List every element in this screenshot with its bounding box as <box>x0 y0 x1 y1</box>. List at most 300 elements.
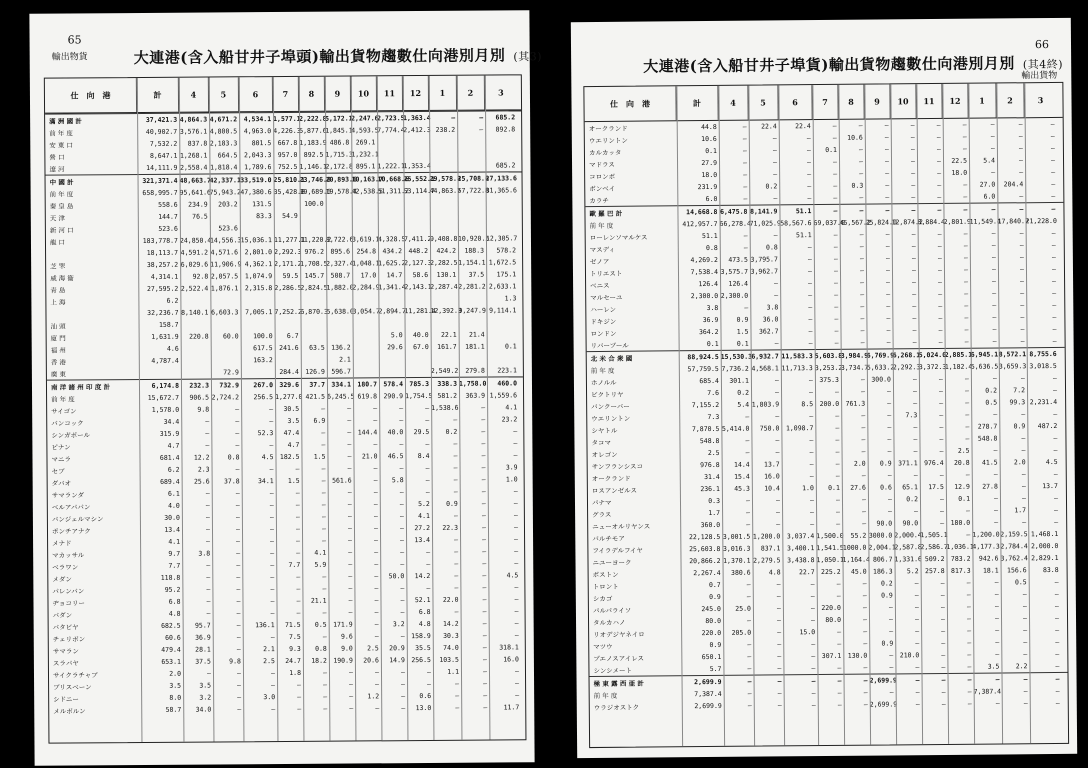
table-cell: 66,278.4 <box>719 219 751 228</box>
table-cell: — <box>860 338 865 347</box>
section-label: 輸出物貨 <box>51 52 88 63</box>
table-cell: — <box>373 512 378 521</box>
table-cell: — <box>964 277 969 286</box>
table-cell: 2,171.2 <box>274 259 302 269</box>
table-cell: 23,746.8 <box>299 175 331 184</box>
table-cell: — <box>888 507 893 516</box>
table-cell: 30.5 <box>283 404 300 413</box>
table-cell: 892.8 <box>495 125 516 134</box>
row-label: ウラジオストク <box>593 703 640 712</box>
table-cell: 183,778.7 <box>142 236 178 245</box>
table-cell: 658,995.7 <box>142 188 178 197</box>
table-cell: 12,874.2 <box>891 218 923 227</box>
table-cell: — <box>321 440 326 449</box>
table-cell: — <box>236 609 241 618</box>
table-cell: 14.9 <box>389 656 405 665</box>
table-cell: — <box>207 669 212 678</box>
row-label: サンフランシスコ <box>591 462 644 471</box>
table-cell: 16.0 <box>764 472 780 481</box>
table-cell: 25.0 <box>735 604 751 613</box>
table-cell: 2,723.5 <box>377 114 405 123</box>
table-cell: 2,127.3 <box>404 258 432 268</box>
table-cell: — <box>454 607 459 616</box>
table-cell: — <box>889 688 894 697</box>
row-label: 芝 罘 <box>50 262 66 271</box>
table-cell: — <box>481 403 486 412</box>
table-cell: 254.8 <box>356 247 377 256</box>
row-label: サイクラチャプ <box>52 670 98 680</box>
table-cell: 22,128.5 <box>688 532 721 542</box>
column-header: 1 <box>968 83 996 117</box>
table-cell: — <box>235 489 240 498</box>
table-cell: — <box>995 699 1000 708</box>
table-cell: 2,000.0 <box>1030 541 1059 551</box>
table-cell: — <box>776 592 781 601</box>
table-cell: 7,774.4 <box>377 126 405 135</box>
table-cell: 906.5 <box>189 393 210 402</box>
table-cell: 523.6 <box>218 224 238 233</box>
column-header: 7 <box>812 85 838 119</box>
table-cell: — <box>1023 626 1028 635</box>
table-cell: 2,284.9 <box>352 283 380 292</box>
table-cell: — <box>513 499 518 508</box>
table-row <box>49 701 525 716</box>
table-cell: — <box>321 500 326 509</box>
table-cell: 4.1 <box>314 548 327 557</box>
row-label: バンジェルマシン <box>51 514 104 524</box>
table-cell: — <box>1055 625 1060 634</box>
table-cell: — <box>885 181 890 190</box>
table-cell: — <box>373 464 378 473</box>
table-cell: 13.7 <box>763 460 780 469</box>
table-cell: — <box>482 643 487 652</box>
table-cell: 0.9 <box>881 639 894 648</box>
row-label: 安 東 口 <box>49 140 73 150</box>
table-cell: — <box>836 495 841 504</box>
row-label: 龍 口 <box>49 238 66 247</box>
table-cell: 28.1 <box>195 645 211 654</box>
table-cell: — <box>833 157 838 166</box>
table-cell: 1,183.9 <box>299 138 327 147</box>
table-cell: 37.5 <box>195 657 211 666</box>
table-cell: — <box>400 632 405 641</box>
table-cell: 685.2 <box>495 113 516 122</box>
table-cell: — <box>237 693 242 702</box>
table-cell: — <box>937 241 942 251</box>
table-cell: 3,795.7 <box>750 255 778 264</box>
table-cell: 558.6 <box>158 200 178 209</box>
table-cell: 689.4 <box>160 477 180 486</box>
table-cell: 7,870.5 <box>691 424 720 434</box>
table-cell: — <box>885 254 890 263</box>
table-cell: 35,428.8 <box>273 187 305 197</box>
row-label: カラチ <box>589 196 609 205</box>
table-cell: — <box>811 652 816 661</box>
row-label: 新 河 口 <box>49 225 74 235</box>
table-cell: 3,400.1 <box>786 544 815 553</box>
table-cell: 80.0 <box>825 615 842 624</box>
table-cell: — <box>937 168 942 178</box>
table-cell: 31.4 <box>704 472 720 482</box>
table-cell: 0.9 <box>881 591 893 600</box>
table-cell: 13.4 <box>414 535 431 545</box>
table-cell: 4,593.5 <box>351 126 379 135</box>
table-cell: — <box>744 303 749 312</box>
table-cell: — <box>887 447 892 456</box>
table-cell: — <box>1020 301 1025 310</box>
table-cell: — <box>774 291 779 300</box>
table-cell: — <box>1053 385 1058 395</box>
table-cell: 4,568.1 <box>751 364 779 373</box>
table-cell: 801.5 <box>251 139 272 148</box>
table-cell: — <box>427 667 432 676</box>
table-cell: 0.2 <box>906 495 919 504</box>
table-cell: 180.0 <box>950 518 971 527</box>
table-cell: 5.7 <box>709 664 722 674</box>
table-cell: 34.1 <box>257 477 274 486</box>
table-cell: — <box>939 422 944 431</box>
table-cell: 95.2 <box>164 585 181 594</box>
table-cell: 22.7 <box>798 568 815 577</box>
table-cell: 42,337.1 <box>209 176 241 185</box>
row-label: ベニス <box>590 281 610 290</box>
row-label: 歐 羅 巴 計 <box>589 209 623 218</box>
table-cell: 4.5 <box>506 571 519 580</box>
table-cell: — <box>1021 410 1026 419</box>
table-cell: — <box>515 667 520 676</box>
table-cell: 25,603.8 <box>689 544 721 554</box>
table-cell: 509.2 <box>924 554 945 564</box>
table-cell: — <box>995 675 1000 684</box>
column-header: 7 <box>273 77 299 111</box>
table-cell: 1,758.0 <box>458 379 487 388</box>
table-cell: 1,625.2 <box>378 259 406 268</box>
column-header: 2 <box>996 83 1024 117</box>
table-cell: — <box>938 325 943 334</box>
table-cell: 750.0 <box>759 424 780 433</box>
row-label: バンコック <box>51 418 84 428</box>
table-cell: — <box>938 265 943 275</box>
table-cell: 4.1 <box>418 511 430 521</box>
table-cell: 1,048.1 <box>352 259 380 268</box>
table-cell: 1.0 <box>802 484 814 493</box>
table-cell: — <box>322 608 327 617</box>
table-cell: — <box>915 688 920 697</box>
table-cell: 2,894.7 <box>378 307 406 316</box>
table-cell: 2,724.2 <box>211 393 240 402</box>
table-cell: 3.8 <box>766 303 779 312</box>
table-cell: 1,672.5 <box>488 258 517 267</box>
table-cell: — <box>774 339 779 348</box>
table-cell: 0.1 <box>736 339 749 348</box>
table-cell: — <box>1021 434 1026 443</box>
table-cell: 2,699.9 <box>869 700 898 709</box>
table-cell: 976.8 <box>700 460 720 470</box>
table-cell: — <box>833 254 838 263</box>
row-label: 前 年 度 <box>590 366 615 375</box>
row-label: ニユーヨーク <box>592 558 632 567</box>
table-cell: — <box>401 680 406 689</box>
table-cell: — <box>454 559 459 568</box>
table-cell: — <box>772 146 777 155</box>
table-cell: 3,253.2 <box>814 363 843 373</box>
table-cell: 0.2 <box>765 182 778 191</box>
table-cell: — <box>742 146 747 155</box>
table-cell: — <box>206 561 211 570</box>
table-cell: — <box>746 580 751 589</box>
table-cell: — <box>481 439 486 448</box>
table-cell: — <box>914 507 919 516</box>
table-cell: 479.4 <box>161 645 181 654</box>
table-cell: 1,631.9 <box>151 332 179 341</box>
table-cell: — <box>348 596 353 605</box>
table-cell: 29.6 <box>387 343 403 352</box>
table-cell: — <box>809 436 814 445</box>
table-cell: — <box>206 585 211 594</box>
table-cell: — <box>941 662 946 671</box>
table-cell: 2,699.9 <box>694 701 722 711</box>
table-cell: 18.0 <box>951 168 968 177</box>
table-cell: 232.3 <box>189 381 210 390</box>
table-cell: 90.0 <box>902 519 919 528</box>
table-cell: — <box>743 182 748 191</box>
table-cell: 71,025.9 <box>749 219 781 228</box>
table-cell: — <box>911 193 916 202</box>
table-cell: 2,143.1 <box>404 282 432 292</box>
table-cell: 51.1 <box>795 231 812 240</box>
table-cell: — <box>992 277 997 286</box>
table-cell: — <box>1023 675 1028 684</box>
table-cell: — <box>1055 698 1060 707</box>
table-cell: 20,866.2 <box>689 556 721 566</box>
table-body <box>585 118 1068 713</box>
table-cell: 5.2 <box>906 567 919 576</box>
table-cell: 1,331.6 <box>894 555 922 564</box>
row-label: ローレンソマルケス <box>589 233 648 242</box>
table-cell: 20.6 <box>363 656 379 665</box>
table-cell: 0.1 <box>825 145 837 154</box>
table-cell: 37.7 <box>309 380 326 389</box>
table-cell: — <box>886 326 891 335</box>
row-label <box>46 253 138 254</box>
table-cell: — <box>297 692 302 701</box>
table-cell: — <box>940 602 945 611</box>
table-cell: — <box>861 447 866 456</box>
table-cell: 75,943.2 <box>209 188 241 197</box>
table-cell: 4.7 <box>167 441 180 450</box>
table-cell: — <box>964 301 969 310</box>
table-cell: — <box>887 399 892 408</box>
table-cell: 290.9 <box>383 392 404 401</box>
column-header: 8 <box>838 85 864 119</box>
row-label: 中 國 計 <box>49 177 74 187</box>
table-cell: 1,232.1 <box>351 150 379 159</box>
table-cell: — <box>1054 505 1059 514</box>
table-cell: — <box>401 668 406 677</box>
table-cell: 5,636.5 <box>970 362 999 371</box>
table-cell: 1.5 <box>313 452 326 461</box>
table-cell: 581.2 <box>437 391 458 400</box>
table-cell: — <box>808 376 813 385</box>
table-cell: 1,200.0 <box>752 532 781 541</box>
table-cell: 25,708.6 <box>457 174 489 183</box>
table-cell: — <box>938 301 943 310</box>
table-cell: 3,619.1 <box>351 235 380 244</box>
table-cell: — <box>967 675 972 684</box>
table-cell: — <box>374 548 379 557</box>
table-cell: — <box>236 573 241 582</box>
table-cell: 22.0 <box>442 595 459 604</box>
table-cell: — <box>206 609 211 618</box>
table-cell: — <box>271 681 276 690</box>
table-cell: — <box>775 448 780 457</box>
row-label: 天 津 <box>49 214 65 223</box>
row-label: ビクトリヤ <box>591 390 624 399</box>
table-cell: 2,829.1 <box>1031 553 1059 563</box>
row-label: ダバオ <box>51 478 72 488</box>
table-cell: 13.4 <box>164 525 181 534</box>
row-label: 前 年 度 <box>593 691 618 700</box>
table-cell: 131.5 <box>252 200 272 209</box>
table-cell: 4,571.6 <box>210 248 239 257</box>
table-cell: — <box>991 168 996 177</box>
table-cell: — <box>885 157 890 166</box>
table-cell: 65.1 <box>902 483 918 492</box>
table-cell: 36.9 <box>195 633 211 642</box>
table-cell: 3,762.4 <box>1000 554 1028 563</box>
table-cell: 25,552.1 <box>403 174 435 184</box>
table-cell: — <box>455 679 460 688</box>
table-cell: — <box>991 241 996 250</box>
row-label: ピナン <box>51 442 71 452</box>
table-cell: — <box>271 705 276 714</box>
table-cell: 0.5 <box>985 398 998 407</box>
table-cell: 329.6 <box>279 380 300 390</box>
table-cell: — <box>746 508 751 517</box>
table-cell: — <box>810 496 815 505</box>
table-cell: 596.7 <box>331 367 351 376</box>
table-cell: — <box>374 524 379 533</box>
table-cell: — <box>1021 470 1026 479</box>
table-cell: — <box>1050 119 1055 129</box>
table-cell: 421.5 <box>305 392 326 401</box>
table-cell: 1.8 <box>289 668 302 677</box>
table-cell: — <box>914 603 919 612</box>
table-cell: — <box>1018 132 1023 141</box>
table-cell: 59.5 <box>282 271 299 280</box>
table-cell: — <box>994 578 999 587</box>
table-cell: 10.4 <box>764 484 780 493</box>
table-cell: 4,591.2 <box>180 248 209 257</box>
table-cell: 4,226.3 <box>273 126 301 136</box>
table-cell: — <box>347 488 352 497</box>
table-cell: — <box>400 536 405 545</box>
column-header: 3 <box>1037 95 1044 106</box>
table-cell: — <box>993 470 998 479</box>
table-cell: 1.3 <box>504 294 517 303</box>
table-cell: 16.0 <box>503 655 519 664</box>
table-cell: — <box>835 471 840 480</box>
table-cell: — <box>347 500 352 509</box>
table-cell: — <box>773 194 778 203</box>
table-cell: — <box>809 388 814 397</box>
table-cell: 2,281.2 <box>458 282 486 291</box>
column-header: 12 <box>942 84 968 118</box>
table-cell: 4.7 <box>287 440 300 449</box>
table-cell: — <box>861 387 866 396</box>
table-cell: 650.1 <box>701 652 722 662</box>
table-cell: — <box>1055 649 1060 658</box>
table-cell: 7,387.4 <box>694 689 722 699</box>
table-cell: — <box>859 193 864 202</box>
table-cell: 8,722.6 <box>325 235 354 244</box>
table-cell: 3,576.1 <box>179 127 208 136</box>
table-cell: — <box>912 266 917 275</box>
table-cell: 976.2 <box>304 247 325 256</box>
table-cell: 204.4 <box>1003 180 1024 189</box>
table-cell: — <box>834 314 839 323</box>
table-cell: — <box>1052 264 1057 274</box>
table-cell: 11,713.3 <box>781 364 813 373</box>
table-cell: 976.4 <box>924 458 944 468</box>
table-cell: — <box>911 169 916 178</box>
table-cell: — <box>347 452 352 461</box>
table-cell: 3,054.7 <box>352 307 380 316</box>
table-cell: — <box>777 689 782 698</box>
table-cell: 1,050.1 <box>816 555 844 565</box>
table-cell: — <box>453 439 458 448</box>
row-label: ボストン <box>592 570 619 579</box>
table-cell: — <box>889 615 894 624</box>
table-cell: — <box>775 412 780 421</box>
table-cell: 234.9 <box>188 200 208 209</box>
table-cell: — <box>885 206 890 215</box>
table-cell: 40.0 <box>387 428 404 437</box>
table-cell: 95.7 <box>194 621 211 630</box>
table-cell: 20.9 <box>389 644 405 653</box>
table-cell: — <box>295 488 300 497</box>
table-cell: 9,408.8 <box>429 234 458 243</box>
table-cell: — <box>1053 433 1058 442</box>
table-cell: 126.4 <box>698 279 719 289</box>
table-cell: 7.6 <box>707 388 720 398</box>
table-cell: 2,699.9 <box>869 676 897 685</box>
table-cell: — <box>322 524 327 533</box>
row-label: オレゴン <box>591 450 618 459</box>
table-cell: — <box>836 579 841 588</box>
table-cell: — <box>348 524 353 533</box>
column-header: 6 <box>239 77 273 111</box>
row-label: 廣 東 <box>50 370 67 379</box>
table-cell: — <box>776 508 781 517</box>
row-label: パナマ <box>591 498 612 507</box>
table-cell: — <box>886 290 891 299</box>
table-cell: — <box>962 132 967 141</box>
table-cell: 3,016.3 <box>722 544 751 553</box>
table-cell: — <box>515 679 520 688</box>
right-page <box>571 18 1077 758</box>
table-cell: — <box>941 614 946 623</box>
row-label: ドキジン <box>590 317 617 326</box>
table-cell: 1,845.1 <box>325 126 353 135</box>
table-cell: 57,759.5 <box>687 364 719 374</box>
table-cell: 57,722.8 <box>457 186 489 195</box>
row-label: マルセーユ <box>590 293 623 302</box>
row-label: 前 年 度 <box>49 128 73 138</box>
table-cell: 27.8 <box>982 482 998 491</box>
row-label: マスディ <box>589 245 616 254</box>
table-cell: 617.5 <box>253 344 273 353</box>
